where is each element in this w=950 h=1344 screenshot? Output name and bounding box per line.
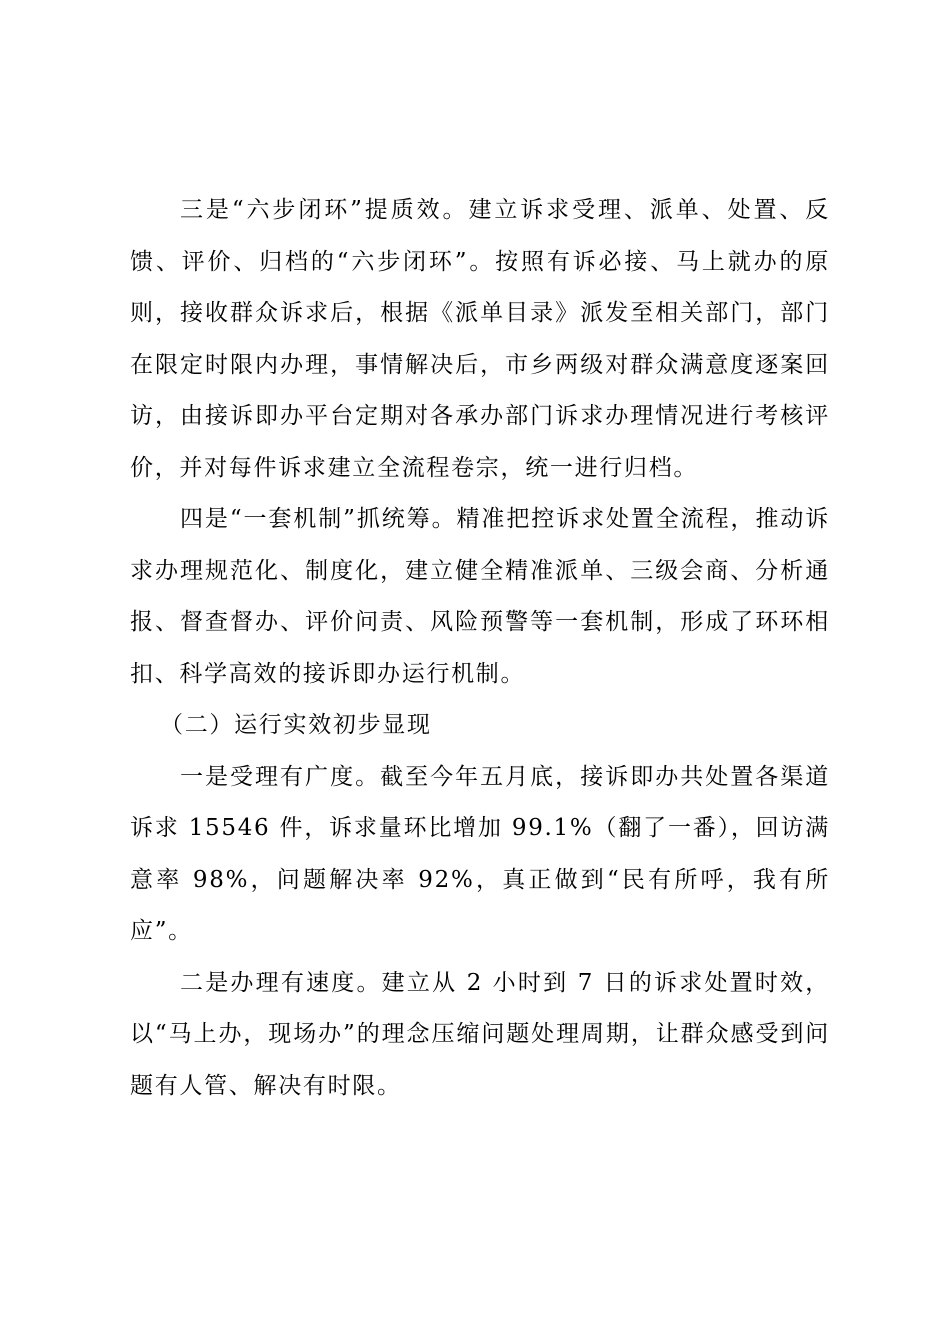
document-body: [130, 185, 830, 1112]
paragraph-acceptance-breadth: 一是受理有广度。截至今年五月底，接诉即办共处置各渠道诉求 15546 件，诉求量环比增加 99.1%（翻了一番），回访满意率 98%，问题解决率 92%，真正做到“民有所呼，我有所应”。: [130, 763, 830, 944]
paragraph-six-step-loop: 三是“六步闭环”提质效。建立诉求受理、派单、处置、反馈、评价、归档的“六步闭环”。按照有诉必接、马上就办的原则，接收群众诉求后，根据《派单目录》派发至相关部门，部门在限定时限内办理，事情解决后，市乡两级对群众满意度逐案回访，由接诉即办平台定期对各承办部门诉求办理情况进行考核评价，并对每件诉求建立全流程卷宗，统一进行归档。: [130, 197, 830, 481]
paragraph-one-mechanism: 四是“一套机制”抓统筹。精准把控诉求处置全流程，推动诉求办理规范化、制度化，建立健全精准派单、三级会商、分析通报、督查督办、评价问责、风险预警等一套机制，形成了环环相扣、科学高效的接诉即办运行机制。: [130, 506, 830, 687]
paragraph-handling-speed: 二是办理有速度。建立从 2 小时到 7 日的诉求处置时效，以“马上办，现场办”的理念压缩问题处理周期，让群众感受到问题有人管、解决有时限。: [130, 969, 830, 1099]
section-heading: （二）运行实效初步显现: [160, 712, 432, 738]
